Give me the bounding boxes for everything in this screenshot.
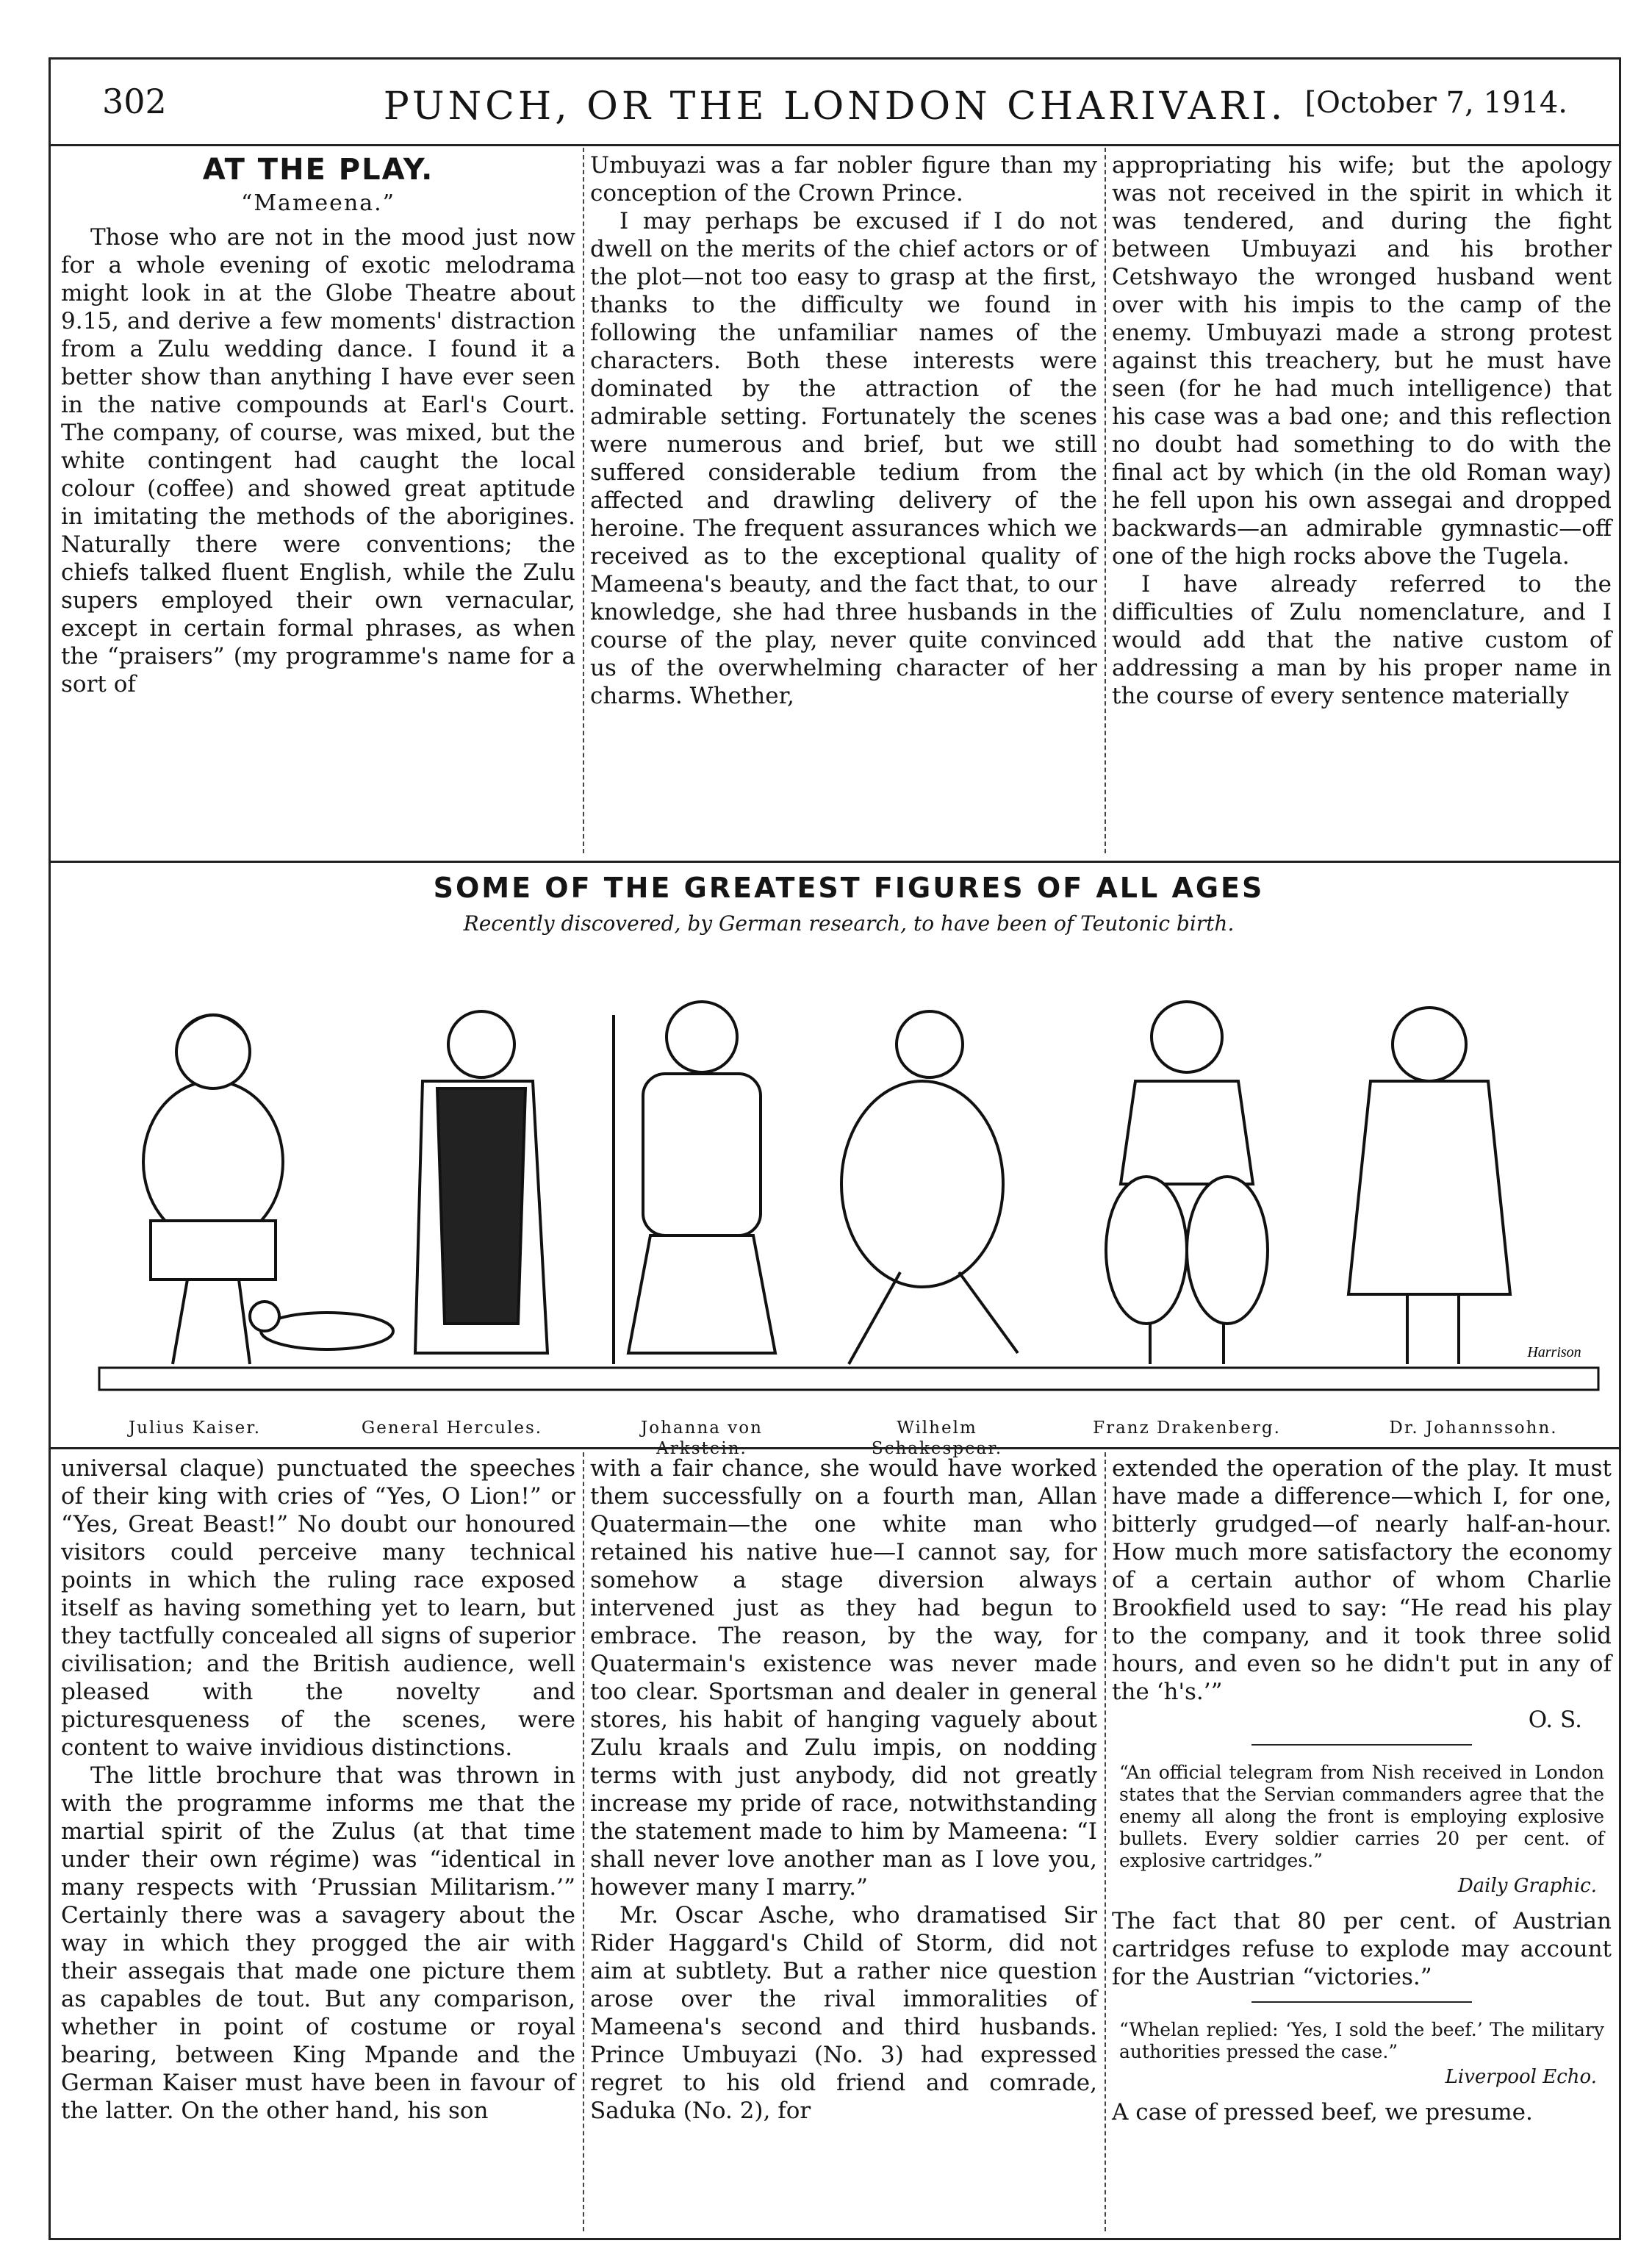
dachshund: [250, 1302, 393, 1349]
figure-franz-drakenberg: [1106, 1002, 1268, 1364]
article-col1-top: [61, 151, 575, 698]
article-signature: O. S.: [1528, 1707, 1582, 1733]
paragraph: extended the operation of the play. It must have made a difference—which I, for one, bitterly grudged—of nearly half-an-hour. How much more satisfactory the economy of a certain author of whom Charlie Brookfield used to say: “He read his play to the company, and it took three solid hours, and even so he didn't put in any of the ‘h's.’”: [1112, 1455, 1612, 1705]
quote-source: Liverpool Echo.: [1445, 2066, 1597, 2088]
section-rule: [51, 1447, 1619, 1449]
column-rule: [1105, 1452, 1106, 2231]
divider: [1251, 1744, 1472, 1746]
quote-telegram: “An official telegram from Nish received in London states that the Servian commanders agree that the enemy all along the front is employing explosive bullets. Every soldier carries 20 per cent. of explosive cartridges.”: [1119, 1762, 1604, 1871]
article-title: AT THE PLAY.: [202, 153, 434, 187]
article-col2-bottom: [590, 1454, 1097, 2125]
quote-whelan: “Whelan replied: ‘Yes, I sold the beef.’ The military authorities pressed the case.”: [1119, 2019, 1604, 2062]
newspaper-page: [49, 57, 1621, 2240]
paragraph: universal claque) punctuated the speeches of their king with cries of “Yes, O Lion!” or “Yes, Great Beast!” No doubt our honoured visitors could perceive many technical points in which the ruling race exposed itself as having something yet to learn, but they tactfully concealed all signs of superior civilisation; and the British audience, well pleased with the novelty and picturesqueness of the scenes, were content to waive invidious distinctions.: [61, 1455, 575, 1761]
paragraph: Mr. Oscar Asche, who dramatised Sir Rider Haggard's Child of Storm, did not aim at subtlety. But a rather nice question arose over the rival immoralities of Mameena's second and third husbands. Prince Umbuyazi (No. 3) had expressed regret to his old friend and comrade, Saduka (No. 2), for: [590, 1902, 1097, 2124]
figure-johanna-von-arkstein: [614, 1002, 775, 1364]
article-col3-bottom: [1112, 1454, 1612, 2126]
caption-johanna-von-arkstein: Johanna von Arkstein.: [641, 1418, 763, 1458]
article-col2-top: [590, 151, 1097, 710]
comment: The fact that 80 per cent. of Austrian cartridges refuse to explode may account for the Austrian “victories.”: [1112, 1908, 1612, 1990]
stage-floor: [99, 1368, 1598, 1390]
paragraph: The little brochure that was thrown in with the programme informs me that the martial spirit of the Zulus (at that time under their own régime) was “identical in many respects with ‘Prussian Militarism.’” Certainly there was a savagery about the way in which they progged the air with their assegais that made one picture them as capables de tout. But any comparison, whether in point of costume or royal bearing, between King Mpande and the German Kaiser must have been in favour of the latter. On the other hand, his son: [61, 1762, 575, 2124]
comment: A case of pressed beef, we presume.: [1112, 2099, 1533, 2126]
artist-signature: Harrison: [1527, 1344, 1581, 1360]
column-rule: [583, 148, 584, 853]
cartoon: [92, 872, 1606, 1458]
paragraph: Umbuyazi was a far nobler figure than my conception of the Crown Prince.: [590, 152, 1097, 207]
cartoon-title: SOME OF THE GREATEST FIGURES OF ALL AGES: [433, 872, 1265, 904]
paragraph: I may perhaps be excused if I do not dwell on the merits of the chief actors or of the plot—not too easy to grasp at the first, thanks to the difficulty we found in following the unfamiliar names of the characters. Both these interests were dominated by the attraction of the admirable setting. Fortunately the scenes were numerous and brief, but we still suffered considerable tedium from the affected and drawling delivery of the heroine. The frequent assurances which we received as to the exceptional quality of Mameena's beauty, and the fact that, to our knowledge, she had three husbands in the course of the play, never quite convinced us of the overwhelming character of her charms. Whether,: [590, 208, 1097, 709]
article-col1-bottom: [61, 1454, 575, 2125]
header-rule: [51, 144, 1619, 146]
column-rule: [1105, 148, 1106, 853]
figure-dr-johannssohn: [1348, 1008, 1510, 1364]
caption-general-hercules: General Hercules.: [361, 1418, 543, 1438]
caption-franz-drakenberg: Franz Drakenberg.: [1093, 1418, 1281, 1438]
issue-date: [October 7, 1914.: [1304, 86, 1567, 120]
quote-source: Daily Graphic.: [1457, 1875, 1597, 1897]
caption-dr-johannssohn: Dr. Johannssohn.: [1389, 1418, 1558, 1438]
page-number: 302: [102, 82, 167, 121]
figure-general-hercules: [415, 1011, 547, 1353]
article-col3-top: [1112, 151, 1612, 710]
cartoon-illustration: [92, 941, 1606, 1412]
paragraph: appropriating his wife; but the apology was not received in the spirit in which it was tendered, and during the fight between Umbuyazi and his brother Cetshwayo the wronged husband went over with his impis to the camp of the enemy. Umbuyazi made a strong protest against this treachery, but he must have seen (for he had much intelligence) that his case was a bad one; and this reflection no doubt had something to do with the final act by which (in the old Roman way) he fell upon his own assegai and dropped backwards—an admirable gymnastic—off one of the high rocks above the Tugela.: [1112, 152, 1612, 570]
paragraph: with a fair chance, she would have worked them successfully on a fourth man, Allan Quatermain—the one white man who retained his native hue—I cannot say, for somehow a stage diversion always intervened just as they had begun to embrace. The reason, by the way, for Quatermain's existence was never made too clear. Sportsman and dealer in general stores, his habit of hanging vaguely about Zulu kraals and Zulu impis, on nodding terms with just anybody, did not greatly increase my pride of race, notwithstanding the statement made to him by Mameena: “I shall never love another man as I love you, however many I marry.”: [590, 1455, 1097, 1901]
cartoon-subtitle: Recently discovered, by German research, to have been of Teutonic birth.: [463, 911, 1235, 936]
article-subtitle: “Mameena.”: [241, 190, 395, 216]
page-header: [51, 60, 1619, 144]
section-rule: [51, 861, 1619, 863]
caption-julius-kaiser: Julius Kaiser.: [128, 1418, 262, 1438]
caption-wilhelm-schakespear: Wilhelm Schakespear.: [871, 1418, 1003, 1458]
column-rule: [583, 1452, 584, 2231]
paragraph: Those who are not in the mood just now for a whole evening of exotic melodrama might look in at the Globe Theatre about 9.15, and derive a few moments' distraction from a Zulu wedding dance. I found it a better show than anything I have ever seen in the native compounds at Earl's Court. The company, of course, was mixed, but the white contingent had caught the local colour (coffee) and showed great aptitude in imitating the methods of the aborigines. Naturally there were conventions; the chiefs talked fluent English, while the Zulu supers employed their own vernacular, except in certain formal phrases, as when the “praisers” (my programme's name for a sort of: [61, 224, 575, 697]
paragraph: I have already referred to the difficulties of Zulu nomenclature, and I would add that the native custom of addressing a man by his proper name in the course of every sentence materially: [1112, 571, 1612, 709]
figure-wilhelm-schakespear: [841, 1011, 1018, 1364]
masthead: PUNCH, OR THE LONDON CHARIVARI.: [383, 85, 1287, 129]
divider: [1251, 2001, 1472, 2003]
